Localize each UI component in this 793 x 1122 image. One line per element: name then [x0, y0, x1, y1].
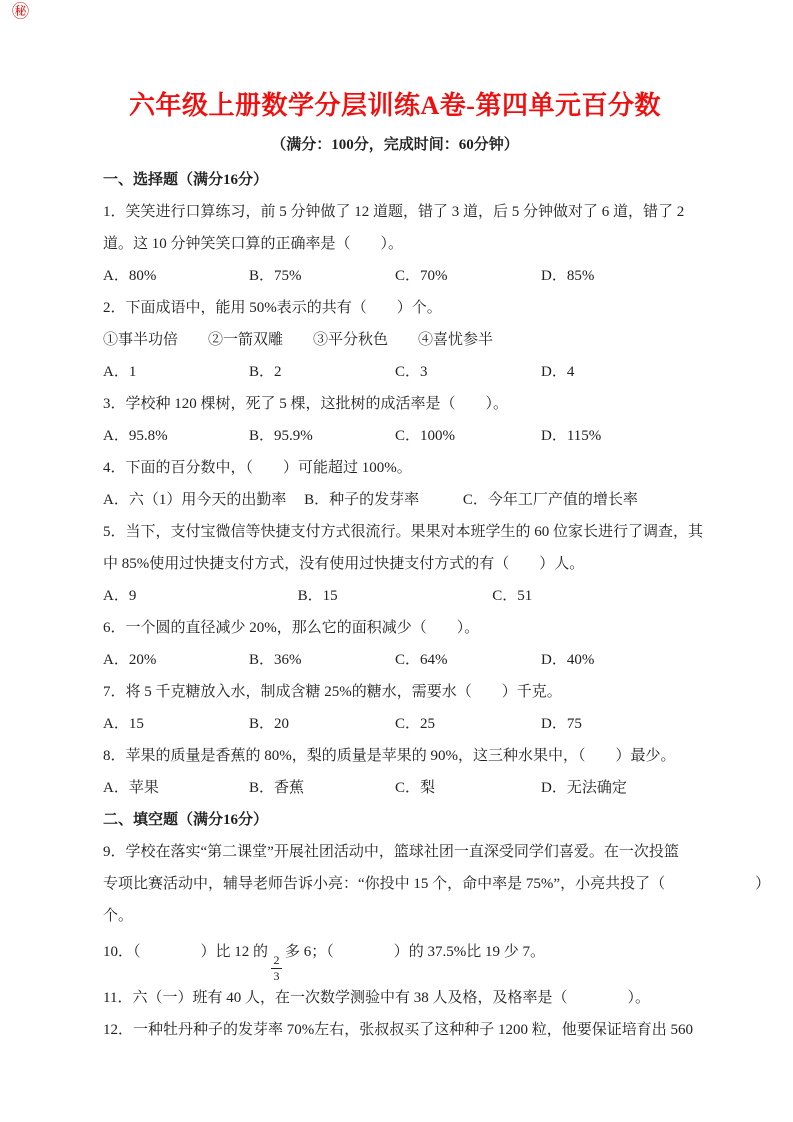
option-d: D．75 [541, 716, 582, 732]
question-5-options [103, 580, 687, 612]
question-1-options [103, 260, 687, 292]
option-a: A．80% [103, 268, 157, 284]
question-8-options [103, 772, 687, 804]
option-c: C．今年工厂产值的增长率 [462, 492, 638, 508]
document-content [103, 86, 771, 1046]
option-d: D．85% [541, 268, 595, 284]
option-b: B．香蕉 [249, 780, 305, 796]
question-5-line-2: 中 85%使用过快捷支付方式，没有使用过快捷支付方式的有（ ）人。 [103, 556, 585, 572]
option-b: B．95.9% [249, 428, 313, 444]
question-3-options [103, 420, 687, 452]
question-1-line-1: 1．笑笑进行口算练习，前 5 分钟做了 12 道题，错了 3 道，后 5 分钟做对了 6 道，错了 2 [103, 204, 685, 220]
option-d: D．115% [541, 428, 602, 444]
option-b: B．36% [249, 652, 302, 668]
option-a: A．苹果 [103, 780, 159, 796]
option-c: C．梨 [395, 780, 436, 796]
option-c: C．100% [395, 428, 456, 444]
question-11-stem: 11．六（一）班有 40 人，在一次数学测验中有 38 人及格，及格率是（ ）。 [103, 990, 650, 1006]
question-9-line-1: 9．学校在落实“第二课堂”开展社团活动中，篮球社团一直深受同学们喜爱。在一次投篮 [103, 844, 679, 860]
question-9-line-2: 专项比赛活动中，辅导老师告诉小亮：“你投中 15 个，命中率是 75%”，小亮共投了（ ） [103, 876, 771, 892]
question-6-stem: 6．一个圆的直径减少 20%，那么它的面积减少（ ）。 [103, 620, 480, 636]
option-d: D．4 [541, 364, 575, 380]
question-3-stem: 3．学校种 120 棵树，死了 5 棵，这批树的成活率是（ ）。 [103, 396, 509, 412]
question-7-stem: 7．将 5 千克糖放入水，制成含糖 25%的糖水，需要水（ ）千克。 [103, 684, 562, 700]
option-c: C．64% [395, 652, 448, 668]
question-10-part-2: 多 6；（ ）的 37.5%比 19 少 7。 [285, 944, 546, 960]
option-b: B．15 [297, 588, 338, 604]
page-title: 六年级上册数学分层训练A卷-第四单元百分数 [129, 91, 661, 120]
question-4-stem: 4．下面的百分数中，（ ）可能超过 100%。 [103, 460, 412, 476]
option-a: A．95.8% [103, 428, 168, 444]
option-a: A．15 [103, 716, 144, 732]
question-2-idioms: ①事半功倍 ②一箭双雕 ③平分秋色 ④喜忧参半 [103, 332, 494, 348]
question-4-options [103, 484, 687, 516]
question-9-line-3: 个。 [103, 908, 134, 924]
option-b: B．2 [249, 364, 282, 380]
option-a: A．六（1）用今天的出勤率 [103, 492, 287, 508]
question-2-stem: 2．下面成语中，能用 50%表示的共有（ ）个。 [103, 300, 442, 316]
option-c: C．25 [395, 716, 436, 732]
option-a: A．1 [103, 364, 137, 380]
fraction-two-thirds [271, 954, 282, 982]
fraction-numerator: 2 [273, 953, 280, 967]
question-6-options [103, 644, 687, 676]
fraction-denominator: 3 [273, 969, 280, 983]
option-a: A．20% [103, 652, 157, 668]
secret-seal-icon: ㊙ [12, 2, 29, 21]
question-7-options [103, 708, 687, 740]
option-b: B．75% [249, 268, 302, 284]
option-c: C．3 [395, 364, 428, 380]
question-12-stem: 12．一种牡丹种子的发芽率 70%左右，张叔叔买了这种种子 1200 粒，他要保证培育出 560 [103, 1022, 693, 1038]
question-2-options [103, 356, 687, 388]
question-1-line-2: 道。这 10 分钟笑笑口算的正确率是（ ）。 [103, 236, 404, 252]
question-10-stem [103, 932, 687, 982]
exam-subtitle: （满分：100分，完成时间：60分钟） [271, 137, 519, 153]
option-b: B．种子的发芽率 [304, 492, 420, 508]
option-b: B．20 [249, 716, 290, 732]
option-d: D．40% [541, 652, 595, 668]
option-c: C．70% [395, 268, 448, 284]
section-1-heading: 一、选择题（满分16分） [103, 172, 269, 188]
section-2-heading: 二、填空题（满分16分） [103, 812, 269, 828]
option-d: D．无法确定 [541, 780, 627, 796]
question-8-stem: 8．苹果的质量是香蕉的 80%，梨的质量是苹果的 90%，这三种水果中，（ ）最少。 [103, 748, 676, 764]
question-10-part-1: 10．（ ）比 12 的 [103, 944, 269, 960]
question-5-line-1: 5．当下，支付宝微信等快捷支付方式很流行。果果对本班学生的 60 位家长进行了调查，其 [103, 524, 704, 540]
option-a: A．9 [103, 588, 137, 604]
option-c: C．51 [492, 588, 533, 604]
